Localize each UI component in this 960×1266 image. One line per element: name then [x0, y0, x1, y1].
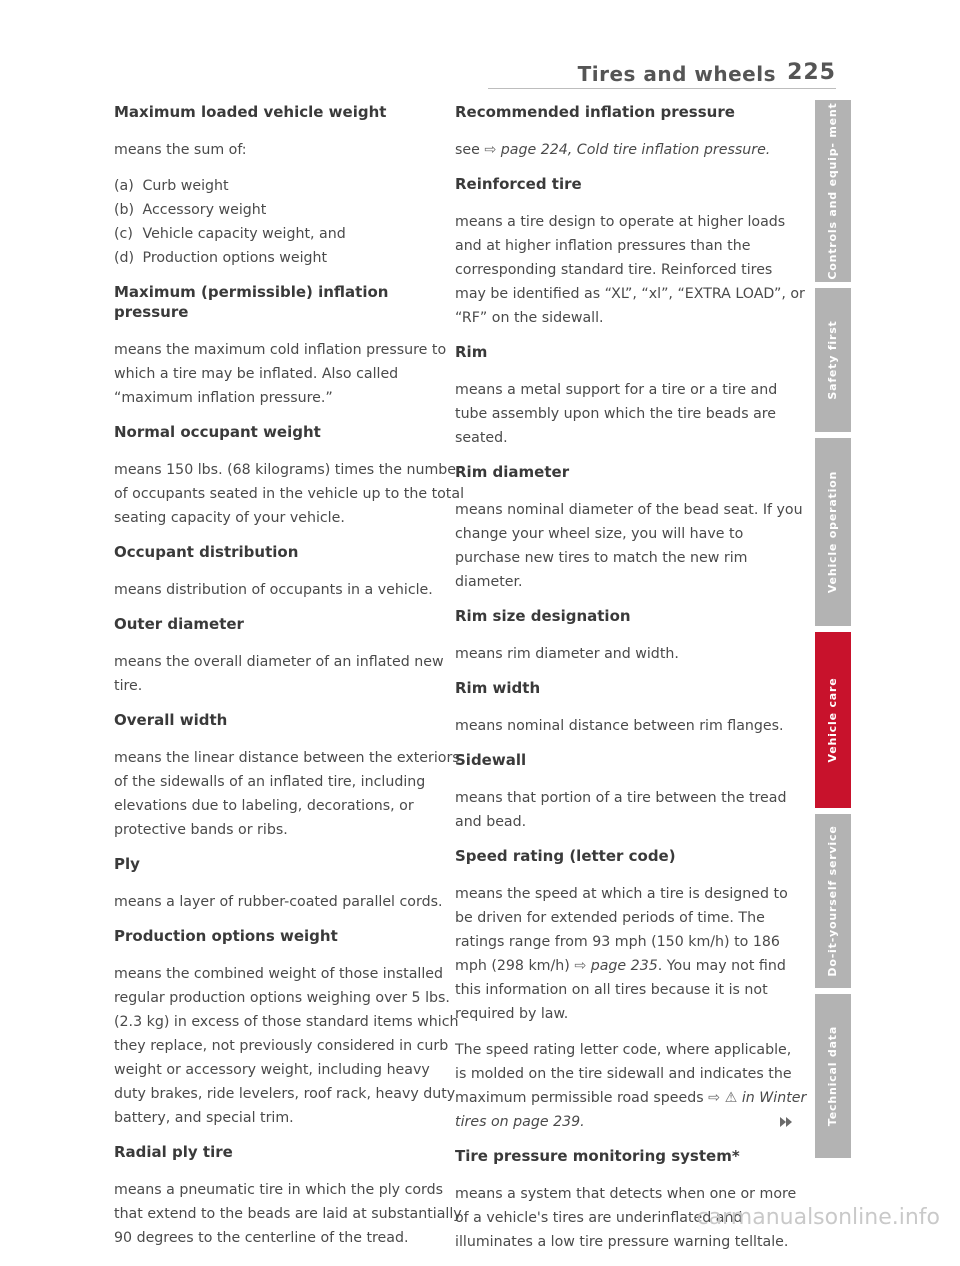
term-heading: Normal occupant weight — [114, 423, 321, 441]
term-heading: Rim size designation — [455, 607, 631, 625]
term-heading: Rim diameter — [455, 463, 570, 481]
page-reference-link[interactable]: page 235 — [590, 958, 658, 974]
term-heading: Rim width — [455, 679, 541, 697]
watermark: carmanualsonline.info — [696, 1205, 940, 1230]
definition-text: means the maximum cold inflation pressure to which a tire may be inflated. Also called “maximum inflation pressure.” — [114, 342, 447, 406]
definition-text: means distribution of occupants in a vehicle. — [114, 582, 433, 598]
term-heading: Tire pressure monitoring system* — [455, 1147, 740, 1165]
list-item: (b) Accessory weight — [114, 202, 267, 218]
term-heading: Speed rating (letter code) — [455, 847, 676, 865]
definition-text: means the speed at which a tire is designed to be driven for extended periods of time. The ratings range from 93 mph (150 km/h) to 186 mph (298 km/h) ⇨ page 235. You may not find this information on all tires because it is not required by law. — [455, 886, 788, 1022]
entry-recommended-pressure — [455, 102, 807, 162]
page-header — [488, 58, 836, 89]
entry-max-pressure — [114, 282, 466, 410]
definition-text: means the overall diameter of an inflated new tire. — [114, 654, 444, 694]
term-heading: Maximum (permissible) inflation pressure — [114, 283, 389, 321]
definition-text: means that portion of a tire between the tread and bead. — [455, 790, 787, 830]
entry-speed-rating — [455, 846, 807, 1134]
term-heading: Overall width — [114, 711, 228, 729]
term-heading: Radial ply tire — [114, 1143, 233, 1161]
term-heading: Ply — [114, 855, 140, 873]
definition-text: means the linear distance between the exteriors of the sidewalls of an inflated tire, including elevations due to labeling, decorations, or protective bands or ribs. — [114, 750, 460, 838]
tab-technical-data[interactable]: Technical data — [815, 994, 851, 1158]
entry-sidewall — [455, 750, 807, 834]
tab-vehicle-operation[interactable]: Vehicle operation — [815, 438, 851, 626]
definition-text: means nominal diameter of the bead seat. If you change your wheel size, you will have to purchase new tires to match the new rim diameter. — [455, 502, 803, 590]
cross-reference-arrow-icon: ⇨ — [708, 1090, 721, 1106]
list-item: (a) Curb weight — [114, 178, 229, 194]
term-heading: Sidewall — [455, 751, 527, 769]
entry-radial-ply — [114, 1142, 466, 1250]
list-item: (c) Vehicle capacity weight, and — [114, 226, 346, 242]
warning-triangle-icon: ⚠ — [724, 1090, 738, 1106]
term-heading: Recommended inflation pressure — [455, 103, 735, 121]
page-number: 225 — [787, 60, 836, 85]
cross-reference-arrow-icon: ⇨ — [484, 142, 497, 158]
entry-production-options — [114, 926, 466, 1130]
term-heading: Occupant distribution — [114, 543, 299, 561]
continue-arrow-icon — [779, 1115, 793, 1129]
term-heading: Outer diameter — [114, 615, 244, 633]
definition-text: means a tire design to operate at higher loads and at higher inflation pressures than the corresponding standard tire. Reinforced tires may be identified as “XL”, “xl”, “EXTRA LOAD”, or “RF” on the sidewall. — [455, 214, 805, 326]
weight-list — [114, 174, 466, 270]
entry-overall-width — [114, 710, 466, 842]
cross-reference-arrow-icon: ⇨ — [574, 958, 587, 974]
entry-reinforced-tire — [455, 174, 807, 330]
definition-text-2: The speed rating letter code, where applicable, is molded on the tire sidewall and indicates the maximum permissible road speeds ⇨ ⚠ in Winter tires on page 239. — [455, 1042, 807, 1130]
entry-occupant-distribution — [114, 542, 466, 602]
definition-text: means rim diameter and width. — [455, 646, 679, 662]
entry-rim-size — [455, 606, 807, 666]
definition-text: means a system that detects when one or more of a vehicle's tires are underinflated and illuminates a low tire pressure warning telltale. — [455, 1186, 797, 1250]
term-heading: Reinforced tire — [455, 175, 582, 193]
entry-ply — [114, 854, 466, 914]
list-item: (d) Production options weight — [114, 250, 328, 266]
entry-normal-occupant — [114, 422, 466, 530]
entry-max-loaded — [114, 102, 466, 270]
definition-text: means the sum of: — [114, 142, 247, 158]
tab-safety-first[interactable]: Safety first — [815, 288, 851, 432]
entry-rim — [455, 342, 807, 450]
entry-tpms — [455, 1146, 807, 1254]
entry-rim-diameter — [455, 462, 807, 594]
definition-text: means 150 lbs. (68 kilograms) times the number of occupants seated in the vehicle up to the total seating capacity of your vehicle. — [114, 462, 465, 526]
definition-text: see ⇨ page 224, Cold tire inflation pressure. — [455, 142, 771, 158]
page-reference-link[interactable]: page 224, Cold tire inflation pressure. — [500, 142, 771, 158]
section-title: Tires and wheels — [577, 62, 776, 86]
definition-text: means a layer of rubber-coated parallel cords. — [114, 894, 443, 910]
right-column — [455, 102, 807, 1266]
term-heading: Rim — [455, 343, 488, 361]
term-heading: Maximum loaded vehicle weight — [114, 103, 387, 121]
entry-rim-width — [455, 678, 807, 738]
tab-vehicle-care[interactable]: Vehicle care — [815, 632, 851, 808]
tab-controls-and-equipment[interactable]: Controls and equip- ment — [815, 100, 851, 282]
left-column — [114, 102, 466, 1262]
term-heading: Production options weight — [114, 927, 338, 945]
definition-text: means nominal distance between rim flanges. — [455, 718, 784, 734]
tab-do-it-yourself-service[interactable]: Do-it-yourself service — [815, 814, 851, 988]
page-reference-link[interactable]: in Winter tires on page 239. — [455, 1090, 807, 1130]
definition-text: means the combined weight of those installed regular production options weighing over 5 lbs. (2.3 kg) in excess of those standard items which they replace, not previously considered in curb weight or accessory weight, including heavy duty brakes, ride levelers, roof rack, heavy duty battery, and special trim. — [114, 966, 459, 1126]
entry-outer-diameter — [114, 614, 466, 698]
definition-text: means a pneumatic tire in which the ply cords that extend to the beads are laid at substantially 90 degrees to the centerline of the tread. — [114, 1182, 462, 1246]
definition-text: means a metal support for a tire or a tire and tube assembly upon which the tire beads are seated. — [455, 382, 778, 446]
